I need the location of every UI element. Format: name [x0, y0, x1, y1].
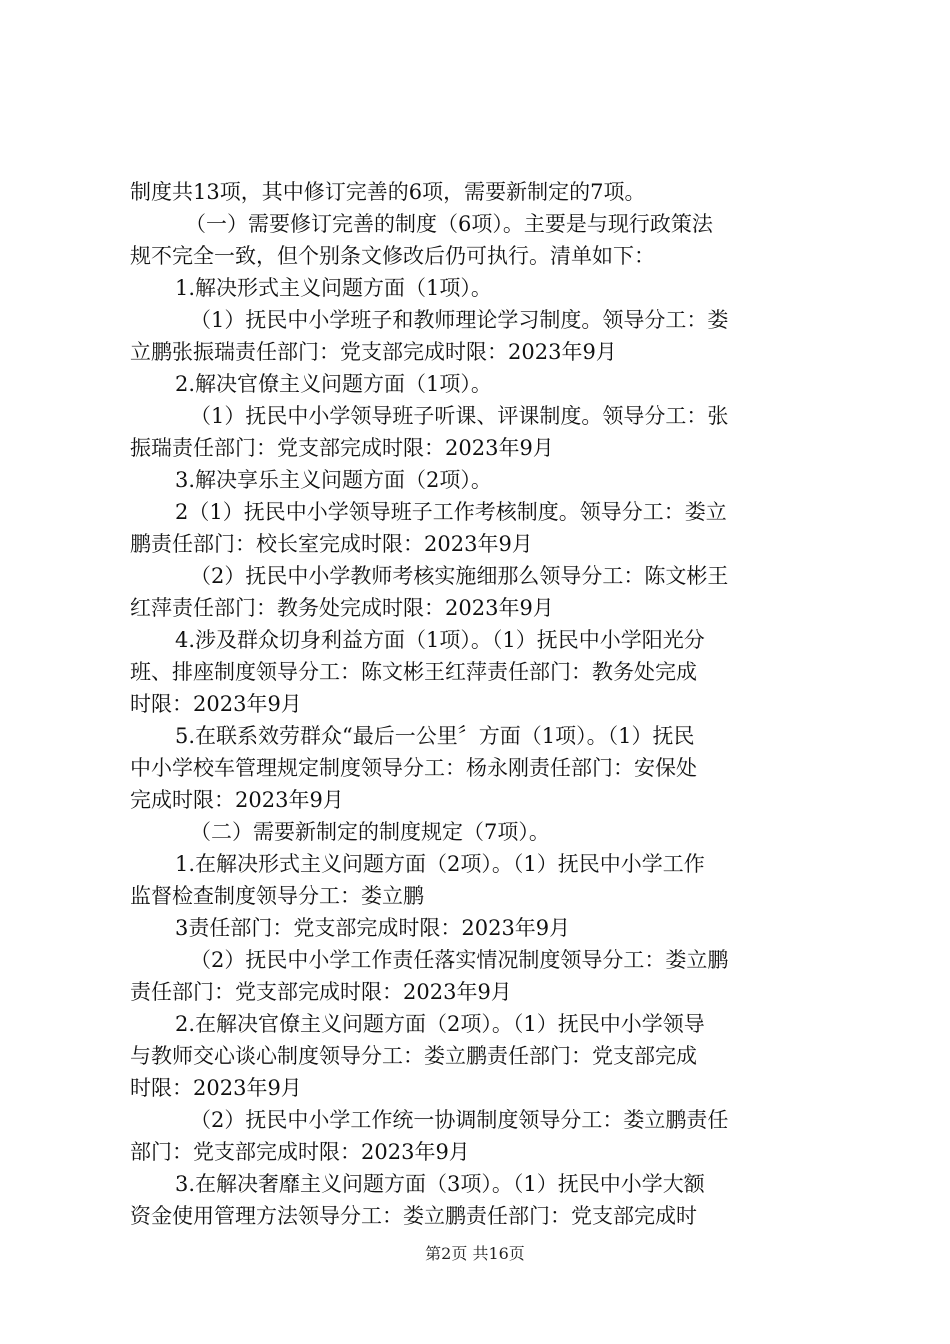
text-line: 5.在联系效劳群众“最后一公里〞方面（1项）。（1）抚民 [175, 724, 695, 748]
text-line: 振瑞责任部门：党支部完成时限：2023年9月 [130, 436, 554, 460]
text-line: 监督检查制度领导分工：娄立鹏 [130, 884, 424, 908]
text-line: （2）抚民中小学教师考核实施细那么领导分工：陈文彬王 [190, 564, 729, 588]
text-line: 与教师交心谈心制度领导分工：娄立鹏责任部门：党支部完成 [130, 1044, 697, 1068]
text-line: 班、排座制度领导分工：陈文彬王红萍责任部门：教务处完成 [130, 660, 697, 684]
text-line: 2（1）抚民中小学领导班子工作考核制度。领导分工：娄立 [175, 500, 727, 524]
text-line: 制度共13项，其中修订完善的6项，需要新制定的7项。 [130, 180, 646, 204]
text-line: 鹏责任部门：校长室完成时限：2023年9月 [130, 532, 533, 556]
text-line: 1.解决形式主义问题方面（1项）。 [175, 276, 492, 300]
text-line: 3责任部门：党支部完成时限：2023年9月 [175, 916, 571, 940]
page-number: 第2页 共16页 [425, 1244, 525, 1263]
text-line: 3.在解决奢靡主义问题方面（3项）。（1）抚民中小学大额 [175, 1172, 705, 1196]
text-line: 1.在解决形式主义问题方面（2项）。（1）抚民中小学工作 [175, 852, 705, 876]
text-line: （2）抚民中小学工作责任落实情况制度领导分工：娄立鹏 [190, 948, 729, 972]
text-line: 规不完全一致，但个别条文修改后仍可执行。清单如下： [130, 244, 655, 268]
text-line: （二）需要新制定的制度规定（7项）。 [190, 820, 550, 844]
text-line: （一）需要修订完善的制度（6项）。主要是与现行政策法 [185, 212, 713, 236]
text-line: 部门：党支部完成时限：2023年9月 [130, 1140, 470, 1164]
text-line: 红萍责任部门：教务处完成时限：2023年9月 [130, 596, 554, 620]
document-body [130, 176, 830, 1232]
text-line: 责任部门：党支部完成时限：2023年9月 [130, 980, 512, 1004]
text-line: 时限：2023年9月 [130, 1076, 302, 1100]
text-line: 立鹏张振瑞责任部门：党支部完成时限：2023年9月 [130, 340, 617, 364]
text-line: 完成时限：2023年9月 [130, 788, 344, 812]
text-line: 资金使用管理方法领导分工：娄立鹏责任部门：党支部完成时 [130, 1204, 697, 1228]
text-line: 4.涉及群众切身利益方面（1项）。（1）抚民中小学阳光分 [175, 628, 705, 652]
text-line: （2）抚民中小学工作统一协调制度领导分工：娄立鹏责任 [190, 1108, 729, 1132]
page-footer [0, 1241, 950, 1264]
text-line: 中小学校车管理规定制度领导分工：杨永刚责任部门：安保处 [130, 756, 697, 780]
text-line: 2.解决官僚主义问题方面（1项）。 [175, 372, 492, 396]
text-line: （1）抚民中小学领导班子听课、评课制度。领导分工：张 [190, 404, 729, 428]
text-line: 3.解决享乐主义问题方面（2项）。 [175, 468, 492, 492]
text-line: 时限：2023年9月 [130, 692, 302, 716]
text-line: 2.在解决官僚主义问题方面（2项）。（1）抚民中小学领导 [175, 1012, 705, 1036]
text-line: （1）抚民中小学班子和教师理论学习制度。领导分工：娄 [190, 308, 729, 332]
